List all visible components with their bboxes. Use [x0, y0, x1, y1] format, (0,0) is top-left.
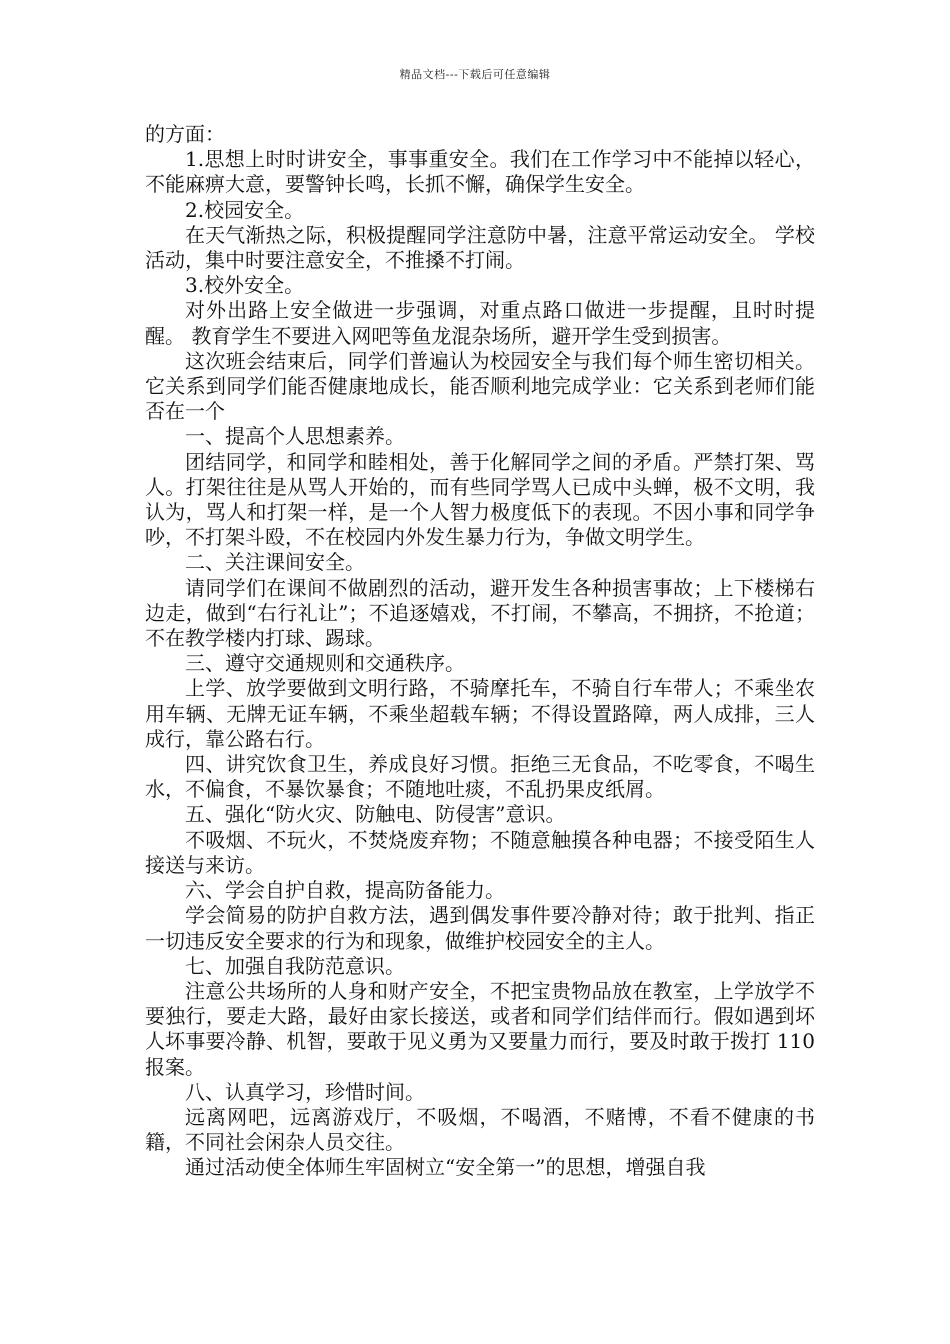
- paragraph: 学会简易的防护自救方法，遇到偶发事件要冷静对待；敢于批判、指正一切违反安全要求的行为和现象，做维护校园安全的主人。: [145, 903, 815, 953]
- paragraph: 对外出路上安全做进一步强调，对重点路口做进一步提醒，且时时提醒。 教育学生不要进入网吧等鱼龙混杂场所，避开学生受到损害。: [145, 298, 815, 348]
- paragraph: 注意公共场所的人身和财产安全，不把宝贵物品放在教室，上学放学不要独行，要走大路，最好由家长接送，或者和同学们结伴而行。假如遇到坏人坏事要冷静、机智，要敢于见义勇为又要量力而行，要及时敢于拨打 110 报案。: [145, 978, 815, 1079]
- document-body: [145, 122, 815, 1181]
- page-header: 精品文档---下载后可任意编辑: [399, 68, 551, 81]
- paragraph: 四、讲究饮食卫生，养成良好习惯。拒绝三无食品，不吃零食，不喝生水，不偏食，不暴饮暴食；不随地吐痰，不乱扔果皮纸屑。: [145, 752, 815, 802]
- paragraph: 远离网吧，远离游戏厅，不吸烟，不喝酒，不赌博，不看不健康的书籍，不同社会闲杂人员交往。: [145, 1104, 815, 1155]
- paragraph: 三、遵守交通规则和交通秩序。: [185, 651, 465, 676]
- paragraph: 1.思想上时时讲安全，事事重安全。我们在工作学习中不能掉以轻心，不能麻痹大意，要警钟长鸣，长抓不懈，确保学生安全。: [145, 147, 815, 197]
- paragraph: 请同学们在课间不做剧烈的活动，避开发生各种损害事故；上下楼梯右边走，做到“右行礼让”；不追逐嬉戏，不打闹，不攀高，不拥挤，不抢道；不在教学楼内打球、踢球。: [145, 575, 815, 651]
- paragraph: 一、提高个人思想素养。: [185, 424, 405, 449]
- paragraph: 不吸烟、不玩火，不焚烧废弃物；不随意触摸各种电器；不接受陌生人接送与来访。: [145, 827, 815, 877]
- paragraph: 八、认真学习，珍惜时间。: [185, 1079, 425, 1104]
- paragraph: 的方面：: [145, 122, 225, 146]
- paragraph: 二、关注课间安全。: [185, 550, 365, 575]
- paragraph: 这次班会结束后，同学们普遍认为校园安全与我们每个师生密切相关。它关系到同学们能否健康地成长，能否顺利地完成学业：它关系到老师们能否在一个: [145, 348, 815, 424]
- paragraph: 上学、放学要做到文明行路，不骑摩托车，不骑自行车带人；不乘坐农用车辆、无牌无证车辆，不乘坐超载车辆；不得设置路障，两人成排，三人成行，靠公路右行。: [145, 676, 815, 751]
- paragraph: 七、加强自我防范意识。: [185, 953, 405, 978]
- paragraph: 2.校园安全。: [185, 197, 305, 222]
- paragraph: 3.校外安全。: [185, 273, 305, 298]
- paragraph: 通过活动使全体师生牢固树立“安全第一”的思想，增强自我: [185, 1155, 706, 1180]
- paragraph: 五、强化“防火灾、防触电、防侵害”意识。: [185, 802, 566, 827]
- paragraph: 团结同学，和同学和睦相处，善于化解同学之间的矛盾。严禁打架、骂人。打架往往是从骂人开始的，而有些同学骂人已成中头蝉，极不文明，我认为，骂人和打架一样，是一个人智力极度低下的表现。不因小事和同学争吵，不打架斗殴，不在校园内外发生暴力行为，争做文明学生。: [145, 449, 815, 550]
- paragraph: 在天气渐热之际，积极提醒同学注意防中暑，注意平常运动安全。 学校活动，集中时要注意安全，不推搡不打闹。: [145, 222, 815, 273]
- paragraph: 六、学会自护自救，提高防备能力。: [185, 878, 505, 903]
